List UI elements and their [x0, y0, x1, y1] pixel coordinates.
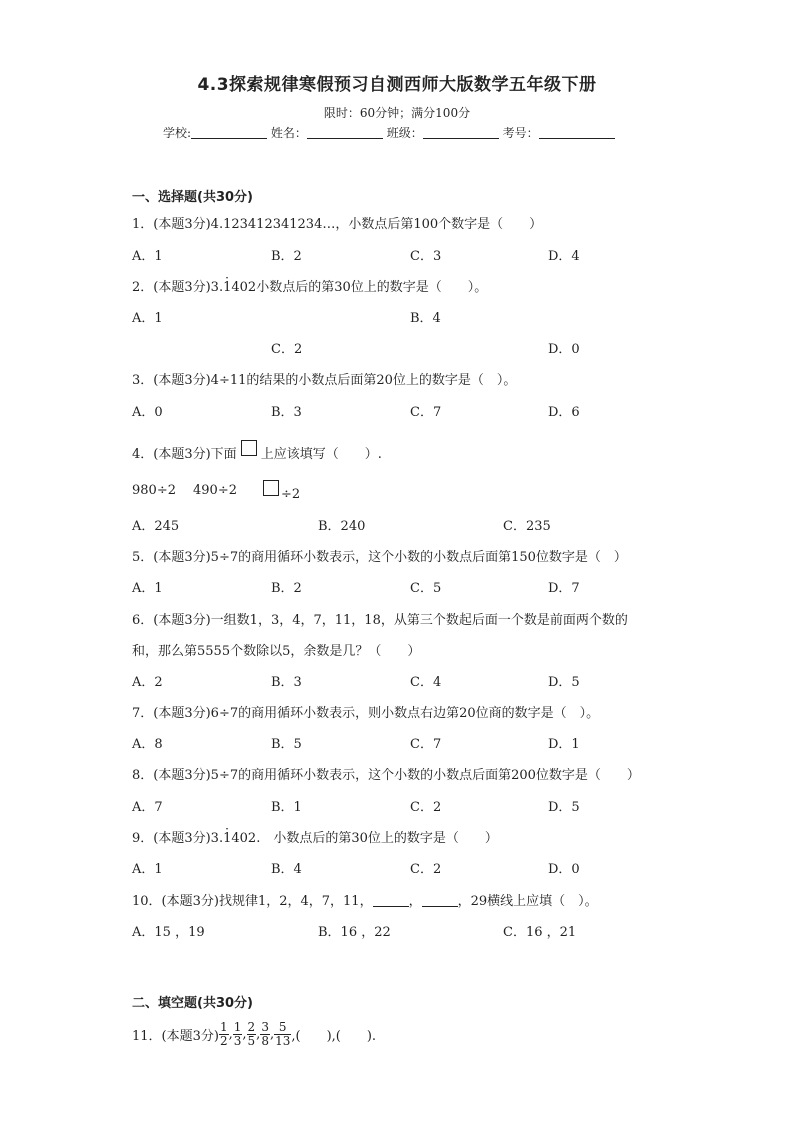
q11-prefix: 11．(本题3分) — [132, 1029, 219, 1044]
blank-box-icon — [241, 440, 257, 456]
q4-option-c[interactable]: C．235 — [503, 519, 551, 534]
q4-expression-3 — [259, 480, 300, 502]
fraction-2 — [233, 1021, 243, 1048]
fraction-3-numerator: 2 — [247, 1020, 256, 1034]
student-info-row — [163, 124, 615, 141]
question-8: 8．(本题3分)5÷7的商用循环小数表示，这个小数的小数点后面第200位数字是（ ） — [132, 768, 640, 783]
question-9 — [132, 827, 498, 846]
time-limit-line: 限时：60分钟；满分100分 — [323, 106, 471, 120]
school-label: 学校: — [163, 126, 192, 140]
question-5: 5．(本题3分)5÷7的商用循环小数表示，这个小数的小数点后面第150位数字是（ ） — [132, 550, 627, 565]
q3-option-c[interactable]: C．7 — [410, 405, 442, 420]
q7-option-d[interactable]: D．1 — [548, 737, 580, 752]
q10-suffix: ，29横线上应填（ ）。 — [457, 894, 598, 909]
q10-option-a[interactable]: A．15 ，19 — [132, 925, 205, 940]
q6-option-c[interactable]: C．4 — [410, 675, 442, 690]
fraction-3-denominator: 5 — [247, 1034, 256, 1048]
q9-prefix: 9．(本题3分)3. — [132, 831, 224, 846]
q3-option-b[interactable]: B．3 — [271, 405, 302, 420]
q10-prefix: 10．(本题3分)找规律1，2，4，7，11， — [132, 894, 373, 909]
question-2 — [132, 276, 487, 295]
fraction-5 — [274, 1021, 291, 1048]
q7-option-c[interactable]: C．7 — [410, 737, 442, 752]
name-label: 姓名： — [270, 126, 307, 140]
q3-option-a[interactable]: A．0 — [132, 405, 163, 420]
q4-prefix: 4．(本题3分)下面 — [132, 447, 237, 462]
q10-blank-2[interactable] — [422, 894, 458, 907]
q2-prefix: 2．(本题3分)3. — [132, 280, 224, 295]
q2-option-b[interactable]: B．4 — [410, 311, 441, 326]
fraction-1-numerator: 1 — [219, 1020, 228, 1034]
q4-option-a[interactable]: A．245 — [132, 519, 180, 534]
number-label: 考号： — [502, 126, 539, 140]
q4-expression-1: 980÷2 — [132, 483, 176, 498]
question-11: 11．(本题3分) $\frac{1}{2}$ , $\frac{1}{3}$ , $\frac{2}{5}$ , $\frac{3}{8}$ , $\frac{5}{13}$ ,( ),( ). — [132, 1020, 377, 1048]
q9-suffix: . 小数点后的第30位上的数字是（ ） — [256, 831, 498, 846]
q5-option-c[interactable]: C．5 — [410, 581, 442, 596]
q5-option-a[interactable]: A．1 — [132, 581, 163, 596]
q9-repeating-digits: · 1402 — [223, 831, 256, 846]
q2-suffix: 小数点后的第30位上的数字是（ ）。 — [256, 280, 488, 295]
number-blank[interactable] — [539, 126, 615, 139]
q9-option-a[interactable]: A．1 — [132, 862, 163, 877]
q4-expression-2: 490÷2 — [193, 483, 237, 498]
q10-option-b[interactable]: B．16 ，22 — [318, 925, 391, 940]
fraction-1 — [219, 1021, 229, 1048]
q6-option-d[interactable]: D．5 — [548, 675, 580, 690]
section-fill-title: 二、填空题(共30分) — [132, 996, 253, 1011]
q1-option-a[interactable]: A．1 — [132, 249, 163, 264]
q8-option-c[interactable]: C．2 — [410, 800, 442, 815]
q6-option-a[interactable]: A．2 — [132, 675, 163, 690]
q2-option-d[interactable]: D．0 — [548, 342, 580, 357]
q6-option-b[interactable]: B．3 — [271, 675, 302, 690]
q5-option-b[interactable]: B．2 — [271, 581, 302, 596]
q10-blank-1[interactable] — [373, 894, 409, 907]
q4-option-b[interactable]: B．240 — [318, 519, 366, 534]
q1-option-c[interactable]: C．3 — [410, 249, 442, 264]
fraction-4-numerator: 3 — [261, 1020, 269, 1034]
q8-option-b[interactable]: B．1 — [271, 800, 302, 815]
q7-option-a[interactable]: A．8 — [132, 737, 163, 752]
fraction-4-denominator: 8 — [261, 1034, 269, 1048]
fraction-4 — [260, 1021, 270, 1048]
q3-option-d[interactable]: D．6 — [548, 405, 580, 420]
q2-option-c[interactable]: C．2 — [271, 342, 303, 357]
q4-suffix: 上应该填写（ ）. — [260, 447, 382, 462]
question-6-line-1: 6．(本题3分)一组数1，3，4，7，11，18，从第三个数起后面一个数是前面两个数的 — [132, 613, 628, 628]
q5-option-d[interactable]: D．7 — [548, 581, 580, 596]
q2-repeating-digits: · 1402 — [223, 280, 256, 295]
q8-option-a[interactable]: A．7 — [132, 800, 163, 815]
q1-option-b[interactable]: B．2 — [271, 249, 302, 264]
fraction-1-denominator: 2 — [219, 1034, 228, 1048]
class-label: 班级： — [386, 126, 423, 140]
school-blank[interactable] — [191, 126, 267, 139]
q9-option-d[interactable]: D．0 — [548, 862, 580, 877]
q9-option-b[interactable]: B．4 — [271, 862, 302, 877]
question-6-line-2: 和，那么第5555个数除以5，余数是几？（ ） — [132, 644, 421, 659]
q2-option-a[interactable]: A．1 — [132, 311, 163, 326]
fraction-5-denominator: 13 — [275, 1034, 291, 1048]
fraction-3 — [247, 1021, 257, 1048]
q9-option-c[interactable]: C．2 — [410, 862, 442, 877]
question-1: 1．(本题3分)4.123412341234…，小数点后第100个数字是（ ） — [132, 217, 543, 232]
q10-option-c[interactable]: C．16 ，21 — [503, 925, 577, 940]
q10-separator: ， — [408, 894, 422, 909]
question-10 — [132, 890, 598, 909]
q1-option-d[interactable]: D．4 — [548, 249, 580, 264]
q8-option-d[interactable]: D．5 — [548, 800, 580, 815]
fraction-2-denominator: 3 — [233, 1034, 242, 1048]
blank-box-icon — [263, 480, 279, 496]
question-7: 7．(本题3分)6÷7的商用循环小数表示，则小数点右边第20位商的数字是（ ）。 — [132, 706, 600, 721]
fraction-5-numerator: 5 — [274, 1021, 291, 1035]
class-blank[interactable] — [423, 126, 499, 139]
section-choice-title: 一、选择题(共30分) — [132, 190, 253, 205]
q4-expression-3-text: ÷2 — [281, 487, 301, 502]
q11-suffix: ,( ),( ). — [291, 1029, 377, 1044]
name-blank[interactable] — [307, 126, 383, 139]
question-4 — [132, 440, 382, 462]
q7-option-b[interactable]: B．5 — [271, 737, 302, 752]
page-title: 4.3探索规律寒假预习自测西师大版数学五年级下册 — [197, 75, 597, 95]
fraction-2-numerator: 1 — [233, 1020, 242, 1034]
question-3: 3．(本题3分)4÷11的结果的小数点后面第20位上的数字是（ ）。 — [132, 373, 517, 388]
